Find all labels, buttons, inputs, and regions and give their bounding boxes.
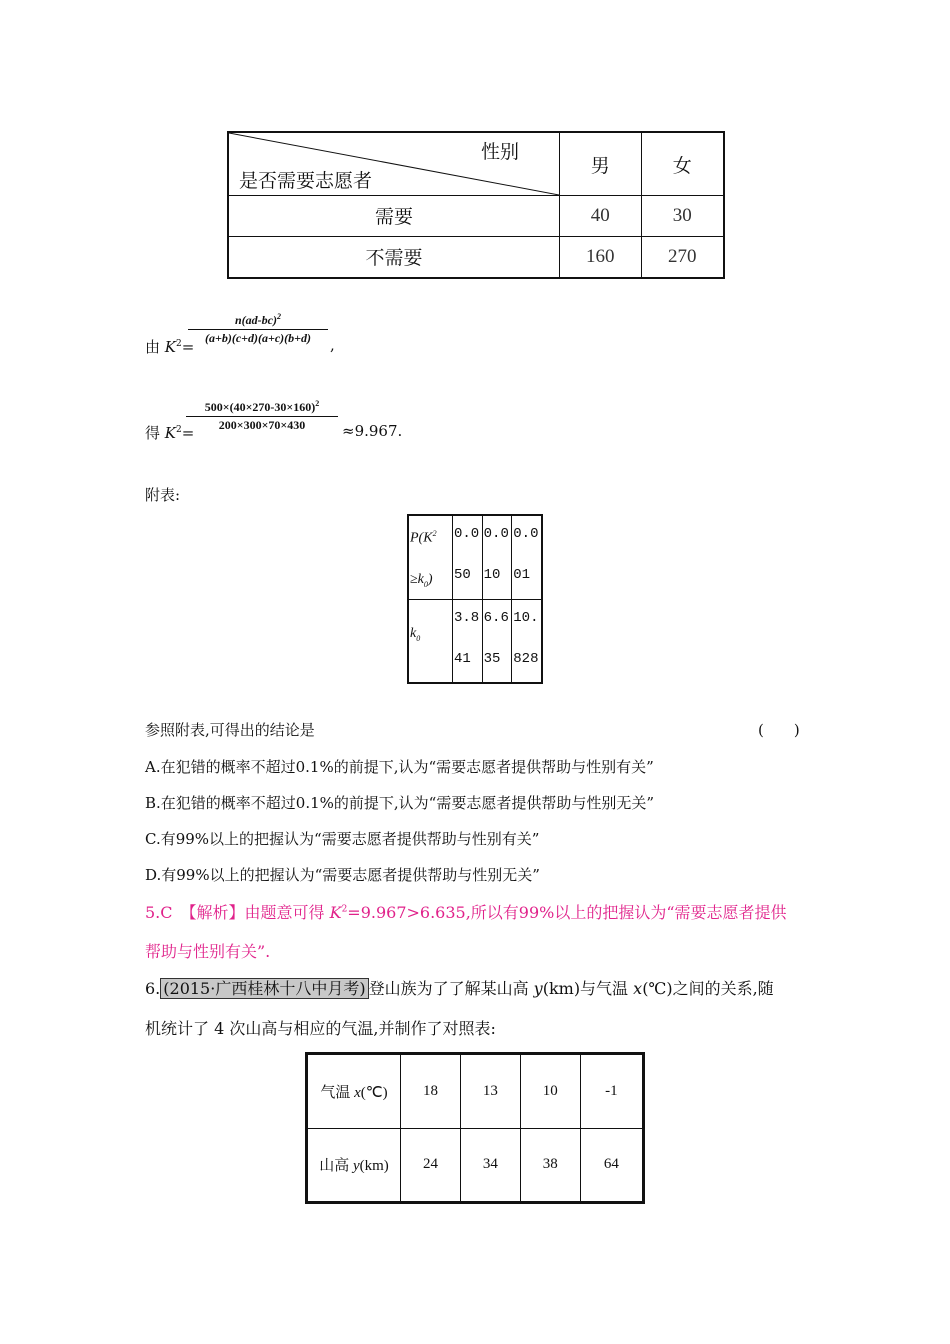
row-label-need: 需要 xyxy=(228,196,560,237)
question-stem: 参照附表,可得出的结论是 xyxy=(145,721,315,739)
formula1-prefix: 由 xyxy=(145,338,165,356)
altitude-value: 64 xyxy=(580,1128,643,1203)
formula1-denominator: (a+b)(c+d)(a+c)(b+d) xyxy=(205,331,311,345)
option-d: D.有99%以上的把握认为“需要志愿者提供帮助与性别无关” xyxy=(145,866,540,884)
formula2-prefix: 得 xyxy=(145,424,165,442)
option-b: B.在犯错的概率不超过0.1%的前提下,认为“需要志愿者提供帮助与性别无关” xyxy=(145,794,655,812)
header-gender: 性别 xyxy=(480,141,519,163)
cell-noneed-female: 270 xyxy=(641,236,724,278)
gender-volunteer-table xyxy=(227,131,725,279)
temperature-altitude-table xyxy=(305,1052,645,1204)
row-label-altitude: 山高 y(km) xyxy=(307,1128,401,1203)
temperature-value: -1 xyxy=(580,1054,643,1129)
appendix-label: 附表: xyxy=(145,486,181,504)
formula2-denominator: 200×300×70×430 xyxy=(218,418,306,432)
k-value-cell: 10. 828 xyxy=(512,599,542,683)
question6-number: 6. xyxy=(145,979,161,998)
formula1-eq: = xyxy=(181,338,195,356)
p-value-cell: 0.0 50 xyxy=(453,515,483,599)
altitude-value: 24 xyxy=(401,1128,461,1203)
cell-need-female: 30 xyxy=(641,196,724,237)
formula2-eq: = xyxy=(181,424,195,442)
altitude-value: 34 xyxy=(460,1128,520,1203)
cell-need-male: 40 xyxy=(560,196,642,237)
question6-line2: 机统计了 4 次山高与相应的气温,并制作了对照表: xyxy=(145,1019,496,1038)
p-value-cell: 0.0 10 xyxy=(482,515,512,599)
formula2-numerator: $500\times(40\times 270-30\times 160)^2$ xyxy=(204,399,320,414)
option-c: C.有99%以上的把握认为“需要志愿者提供帮助与性别有关” xyxy=(145,830,540,848)
formula1-numerator: $n(ad-bc)^2$ xyxy=(235,312,281,327)
answer-parentheses: ( ) xyxy=(758,721,800,739)
k-value-cell: 6.6 35 xyxy=(482,599,512,683)
question6-line1: 6. (2015·广西桂林十八中月考) 登山族为了了解某山高 y(km)与气温 x(℃)之间的关系,随 xyxy=(145,979,774,998)
temperature-value: 13 xyxy=(460,1054,520,1129)
answer5-line1: 5.C 【解析】由题意可得 $K^2=9.967>6.635$,所以有99%以上的把握认为“需要志愿者提供 xyxy=(145,903,787,922)
temperature-value: 10 xyxy=(520,1054,580,1129)
temperature-value: 18 xyxy=(401,1054,461,1129)
altitude-value: 38 xyxy=(520,1128,580,1203)
formula1-var: K xyxy=(164,338,176,356)
k-value-cell: 3.8 41 xyxy=(453,599,483,683)
cell-noneed-male: 160 xyxy=(560,236,642,278)
answer5-line2: 帮助与性别有关”. xyxy=(145,942,271,961)
header-need-volunteer: 是否需要志愿者 xyxy=(239,170,373,192)
formula2-sup: 2 xyxy=(176,425,182,435)
formula1-suffix: , xyxy=(330,336,335,354)
row-label-temperature: 气温 x(℃) xyxy=(307,1054,401,1129)
formula2-var: K xyxy=(164,424,176,442)
header-male: 男 xyxy=(560,132,642,196)
critical-value-table xyxy=(407,514,543,684)
header-k0: $k_0$ xyxy=(408,599,453,683)
header-female: 女 xyxy=(641,132,724,196)
option-a: A.在犯错的概率不超过0.1%的前提下,认为“需要志愿者提供帮助与性别有关” xyxy=(145,758,654,776)
formula2-fraction xyxy=(186,399,338,433)
question6-source-tag: (2015·广西桂林十八中月考) xyxy=(160,978,368,999)
header-probability: $P(K^2$ $\ge k_0$) xyxy=(408,515,453,599)
p-value-cell: 0.0 01 xyxy=(512,515,542,599)
formula1-line xyxy=(145,336,194,357)
row-label-no-need: 不需要 xyxy=(228,236,560,278)
diagonal-header-cell xyxy=(228,132,560,196)
formula1-fraction xyxy=(188,312,328,346)
formula2-result: ≈9.967. xyxy=(342,422,403,440)
formula1-sup: 2 xyxy=(176,339,182,349)
